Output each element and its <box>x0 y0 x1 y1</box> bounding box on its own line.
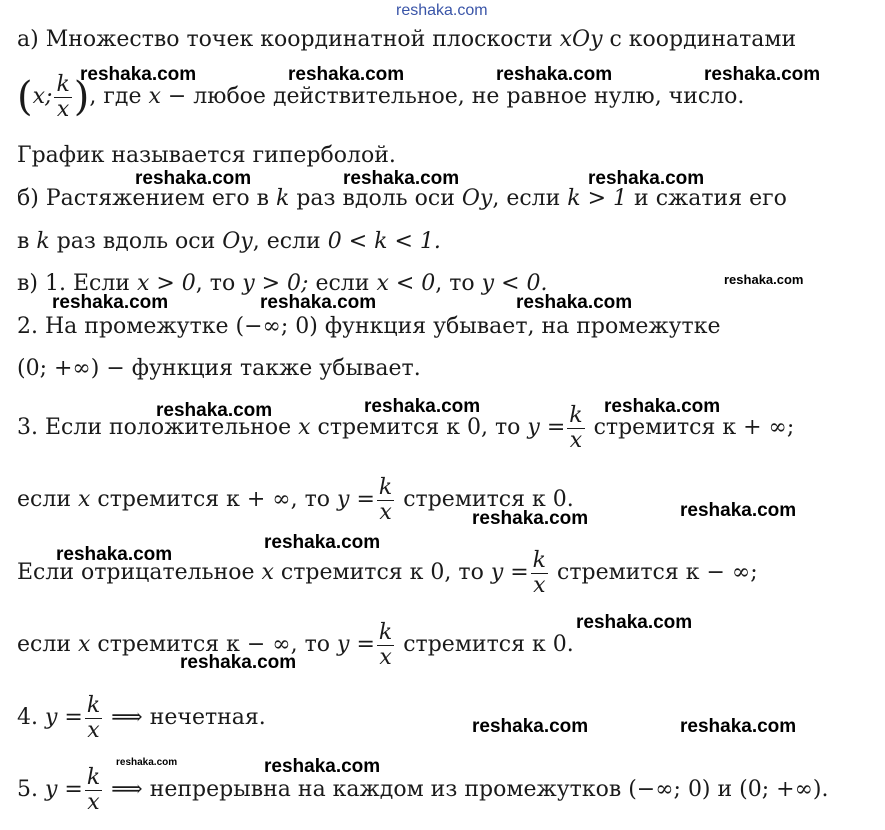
text: стремится к 0. <box>396 632 574 657</box>
math-k: k <box>36 229 50 254</box>
watermark: reshaka.com <box>80 64 197 85</box>
text: стремится к + ∞, то <box>90 487 338 512</box>
fraction-k-x <box>54 73 71 122</box>
text: стремится к 0. <box>396 487 574 512</box>
text: с координатами <box>602 27 797 52</box>
watermark: reshaka.com <box>116 757 178 768</box>
watermark: reshaka.com <box>135 168 252 189</box>
math-x: x <box>261 560 274 585</box>
watermark: reshaka.com <box>604 396 721 417</box>
math-condition: k > 1 <box>567 186 628 211</box>
math-x: x; <box>32 84 53 109</box>
text: раз вдоль оси <box>289 186 462 211</box>
math-x: x <box>298 415 311 440</box>
math-y: y = <box>44 777 83 802</box>
text: если <box>17 487 78 512</box>
text: , то <box>195 271 243 296</box>
watermark: reshaka.com <box>264 756 381 777</box>
watermark: reshaka.com <box>472 508 589 529</box>
numerator: k <box>378 474 393 500</box>
text: 4. <box>17 705 45 730</box>
math-x: x <box>148 84 161 109</box>
math-y: y = <box>337 632 375 657</box>
text: стремится к 0, то <box>273 560 491 585</box>
paren-right: ) <box>73 74 90 120</box>
fraction-k-x <box>377 621 394 670</box>
watermark: reshaka.com <box>472 716 589 737</box>
math-x: x <box>77 632 91 657</box>
numerator: k <box>532 547 547 573</box>
watermark-top: reshaka.com <box>396 2 488 19</box>
watermark: reshaka.com <box>264 532 381 553</box>
line-v2: 2. На промежутке (−∞; 0) функция убывает, на промежутке <box>17 314 721 339</box>
text: 3. Если положительное <box>17 415 299 440</box>
text: ⟹ непрерывна на каждом из промежутков (−∞; 0) и (0; +∞). <box>104 777 829 802</box>
text: 5. <box>17 777 45 802</box>
math-x: x <box>77 487 91 512</box>
watermark: reshaka.com <box>56 544 173 565</box>
text: если <box>17 632 78 657</box>
watermark: reshaka.com <box>680 716 797 737</box>
text: , если <box>252 229 328 254</box>
math-y: y = <box>527 415 566 440</box>
line-v3: (0; +∞) − функция также убывает. <box>17 356 421 381</box>
watermark: reshaka.com <box>680 500 797 521</box>
math: x > 0 <box>136 271 196 296</box>
line-a1 <box>17 26 796 54</box>
math-xoy: xOy <box>559 27 603 52</box>
math: y > 0; <box>242 271 309 296</box>
paren-left: ( <box>17 74 33 120</box>
denominator: x <box>56 96 70 122</box>
math-y: y = <box>44 705 83 730</box>
denominator: x <box>379 499 392 525</box>
fraction-k-x <box>85 766 102 815</box>
watermark: reshaka.com <box>576 612 693 633</box>
math-y: y = <box>337 487 375 512</box>
math: y < 0. <box>481 271 548 296</box>
line-v9 <box>17 762 829 818</box>
math-oy: Oy <box>461 186 493 211</box>
watermark: reshaka.com <box>724 272 804 287</box>
text: ⟹ нечетная. <box>104 705 266 730</box>
watermark: reshaka.com <box>180 652 297 673</box>
math-condition: 0 < k < 1. <box>327 229 441 254</box>
watermark: reshaka.com <box>343 168 460 189</box>
watermark: reshaka.com <box>260 292 377 313</box>
watermark: reshaka.com <box>496 64 613 85</box>
math-oy: Oy <box>222 229 253 254</box>
math-k: k <box>275 186 290 211</box>
text: в) 1. Если <box>17 271 137 296</box>
text: раз вдоль оси <box>49 229 223 254</box>
watermark: reshaka.com <box>364 396 481 417</box>
text: , где <box>89 84 149 109</box>
text: а) Множество точек координатной плоскости <box>17 27 560 52</box>
line-a3: График называется гиперболой. <box>17 143 396 168</box>
text: стремится к + ∞; <box>586 415 795 440</box>
numerator: k <box>86 764 101 790</box>
math: x < 0 <box>376 271 436 296</box>
watermark: reshaka.com <box>516 292 633 313</box>
fraction-k-x <box>567 404 584 453</box>
denominator: x <box>379 644 392 670</box>
watermark: reshaka.com <box>288 64 405 85</box>
numerator: k <box>86 692 101 718</box>
watermark: reshaka.com <box>588 168 705 189</box>
denominator: x <box>87 789 100 815</box>
fraction-k-x <box>377 476 394 525</box>
denominator: x <box>87 717 100 743</box>
numerator: k <box>56 71 70 97</box>
text: стремится к − ∞, то <box>90 632 338 657</box>
denominator: x <box>533 572 546 598</box>
text: стремится к 0, то <box>310 415 528 440</box>
watermark: reshaka.com <box>52 292 169 313</box>
text: , если <box>492 186 568 211</box>
text: в <box>17 229 37 254</box>
numerator: k <box>378 619 393 645</box>
line-b2 <box>17 228 441 256</box>
text: Если отрицательное <box>17 560 262 585</box>
text: б) Растяжением его в <box>17 186 276 211</box>
fraction-k-x <box>85 694 102 743</box>
line-v8 <box>17 690 266 746</box>
fraction-k-x <box>531 549 548 598</box>
watermark: reshaka.com <box>156 400 273 421</box>
denominator: x <box>569 427 583 453</box>
numerator: k <box>569 402 583 428</box>
text: , то <box>435 271 482 296</box>
watermark: reshaka.com <box>704 64 821 85</box>
math-y: y = <box>490 560 529 585</box>
text: стремится к − ∞; <box>550 560 758 585</box>
text: − любое действительное, не равное нулю, число. <box>160 84 745 109</box>
text: и сжатия его <box>627 186 787 211</box>
text: если <box>308 271 377 296</box>
